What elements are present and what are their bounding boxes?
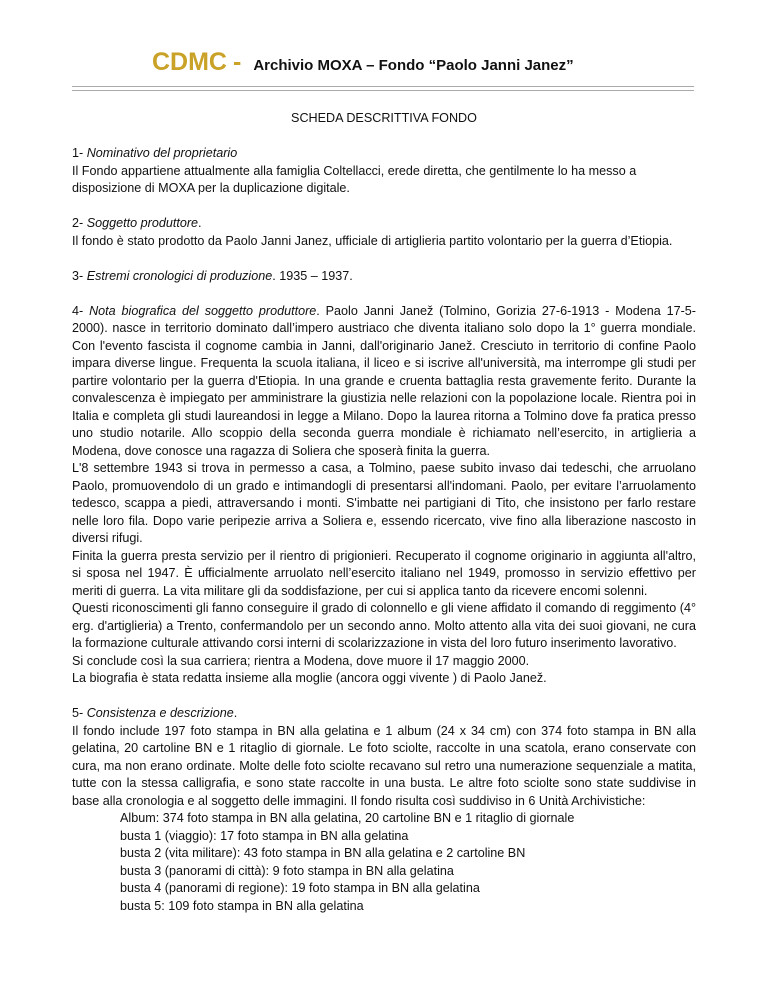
header-rule-top — [72, 86, 694, 87]
section-heading: 2- Soggetto produttore. — [72, 216, 202, 230]
page-header — [152, 48, 574, 77]
header-rule-bottom — [72, 90, 694, 91]
list-item: busta 1 (viaggio): 17 foto stampa in BN alla gelatina — [120, 828, 409, 843]
section-paragraph: L'8 settembre 1943 si trova in permesso a casa, a Tolmino, paese subito invaso dai tedeschi, che arruolano Paolo, promuovendolo di un grado e intimandogli di presentarsi all'indomani. Paolo, per evitare l’arruolamento tedesco, scappa a piedi, attraversando i monti. S'imbatte nei partigiani di Tito, che insistono per farlo restare nelle loro fila. Dopo varie peripezie arriva a Soliera e, essendo ricercato, vive fino alla liberazione nascosto in diversi rifugi. — [72, 461, 696, 545]
header-subtitle: Archivio MOXA – Fondo “Paolo Janni Janez” — [253, 57, 574, 74]
section-paragraph: Si conclude così la sua carriera; rientra a Modena, dove muore il 17 maggio 2000. — [72, 653, 530, 668]
section-text: Il fondo è stato prodotto da Paolo Janni Janez, ufficiale di artiglieria partito volontario per la guerra d’Etiopia. — [72, 233, 673, 248]
section-heading: 3- Estremi cronologici di produzione. 1935 – 1937. — [72, 268, 353, 283]
list-item: busta 3 (panorami di città): 9 foto stampa in BN alla gelatina — [120, 863, 454, 878]
section-heading: 1- Nominativo del proprietario — [72, 146, 238, 160]
brand-logo-text: CDMC — [152, 48, 227, 76]
list-item: busta 5: 109 foto stampa in BN alla gelatina — [120, 898, 364, 913]
document-body — [72, 110, 696, 915]
section-paragraph: 4- Nota biografica del soggetto produttore. Paolo Janni Janež (Tolmino, Gorizia 27-6-1913 - Modena 17-5-2000). nasce in territorio dominato dall’impero austriaco che diventa italiano solo dopo la 1° guerra mondiale. Con l'evento fascista il cognome cambia in Janni, dall'originario Janež. Cresciuto in territorio di confine Paolo impara diverse lingue. Frequenta la scuola italiana, il liceo e si iscrive all'università, ma interrompe gli studi per partire volontario per la guerra d'Etiopia. In una grande e cruenta battaglia resta gravemente ferito. Durante la convalescenza è impiegato per amministrare la giustizia nelle relazioni con la popolazione locale. Rientra poi in Italia e completa gli studi laureandosi in legge a Milano. Dopo la laurea ritorna a Tolmino dove fa pratica presso uno studio notarile. Allo scoppio della seconda guerra mondiale è richiamato nell’esercito, in artiglieria a Modena, dove conosce una ragazza di Soliera che sposerà finita la guerra. — [72, 303, 696, 458]
section-5 — [72, 705, 696, 915]
header-dash: - — [233, 48, 242, 76]
section-4 — [72, 303, 696, 688]
section-heading: 5- Consistenza e descrizione. — [72, 706, 238, 720]
section-paragraph: Questi riconoscimenti gli fanno conseguire il grado di colonnello e gli viene affidato il comando di reggimento (4° erg. d'artiglieria) a Trento, confermandolo per un secondo anno. Molto attento alla vita dei suoi giovani, ne cura la formazione culturale attivando corsi interni di scolarizzazione in vista del loro futuro inserimento lavorativo. — [72, 601, 696, 650]
section-text: Il fondo include 197 foto stampa in BN alla gelatina e 1 album (24 x 34 cm) con 374 foto stampa in BN alla gelatina, 20 cartoline BN e 1 ritaglio di giornale. Le foto sciolte, raccolte in una scatola, erano conservate con cura, ma non erano ordinate. Molte delle foto sciolte recavano sul retro una numerazione sequenziale a matita, tutte con la stessa calligrafia, e sono state raccolte in una busta. Le altre foto sciolte sono state suddivise in base alla cronologia e al soggetto delle immagini. Il fondo risulta così suddiviso in 6 Unità Archivistiche: — [72, 723, 696, 808]
section-paragraph: Finita la guerra presta servizio per il rientro di prigionieri. Recuperato il cognome originario in aggiunta all'altro, si sposa nel 1947. È ufficialmente arruolato nell’esercito italiano nel 1949, promosso in servizio effettivo per meriti di guerra. La vita militare gli da soddisfazione, per cui si applica tanto da ricevere encomi solenni. — [72, 548, 696, 598]
list-item: Album: 374 foto stampa in BN alla gelatina, 20 cartoline BN e 1 ritaglio di giornale — [120, 811, 575, 825]
list-item: busta 4 (panorami di regione): 19 foto stampa in BN alla gelatina — [120, 881, 480, 895]
section-text: Il Fondo appartiene attualmente alla famiglia Coltellacci, erede diretta, che gentilmente lo ha messo a disposizione di MOXA per la duplicazione digitale. — [72, 163, 637, 195]
section-1 — [72, 145, 696, 198]
section-2 — [72, 215, 696, 250]
section-3 — [72, 268, 696, 286]
document-title: SCHEDA DESCRITTIVA FONDO — [291, 111, 477, 125]
section-paragraph: La biografia è stata redatta insieme alla moglie (ancora oggi vivente ) di Paolo Janež. — [72, 671, 547, 685]
list-item: busta 2 (vita militare): 43 foto stampa in BN alla gelatina e 2 cartoline BN — [120, 846, 526, 860]
